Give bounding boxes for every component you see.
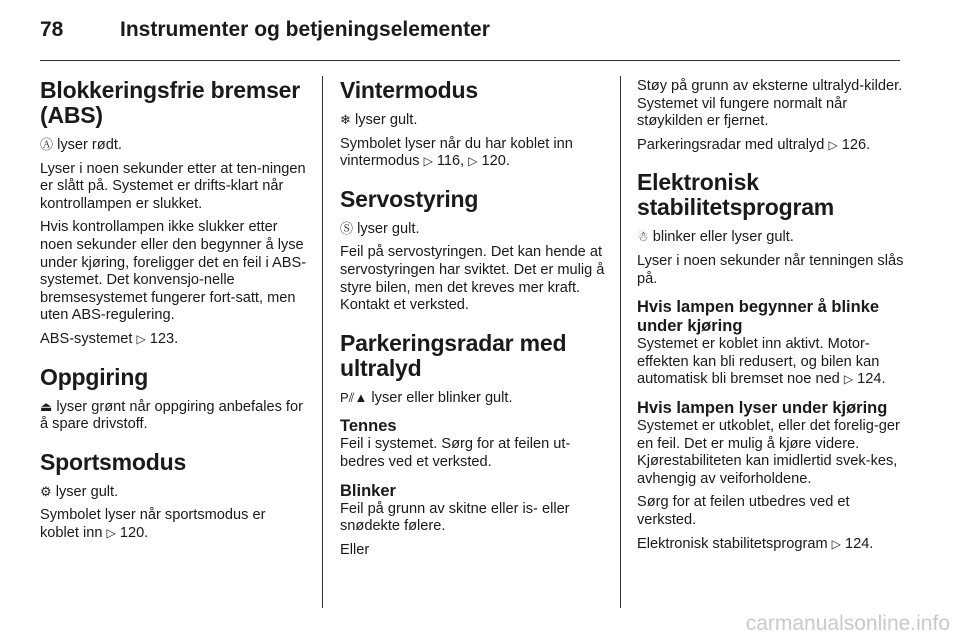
- parking-on-heading: Tennes: [340, 417, 397, 436]
- gearshift-heading: Oppgiring: [40, 363, 149, 390]
- column-1: [40, 78, 308, 549]
- watermark: carmanualsonline.info: [745, 612, 950, 635]
- esp-repair-text: Sørg for at feilen utbedres ved et verksted.: [637, 494, 850, 528]
- arrow-ref-icon: ▷: [136, 331, 146, 346]
- winter-para-2: Symbolet lyser når du har koblet inn vintermodus ▷ 116, ▷ 120.: [340, 135, 573, 170]
- column-2: [340, 78, 608, 565]
- winter-heading: Vintermodus: [340, 77, 478, 103]
- steering-heading: Servostyring: [340, 185, 479, 212]
- esp-blink-heading: Hvis lampen begynner å blinke under kjøring: [637, 298, 880, 336]
- upshift-icon: ⏏: [40, 398, 53, 414]
- steering-status: Ⓢ lyser gult.: [340, 220, 420, 237]
- winter-status: ❄ lyser gult.: [340, 112, 418, 128]
- parking-blink-heading: Blinker: [340, 481, 396, 500]
- abs-heading: Blokkeringsfrie bremser (ABS): [40, 77, 301, 128]
- abs-warning-icon: Ⓐ: [40, 137, 54, 152]
- power-steering-icon: Ⓢ: [340, 220, 354, 236]
- arrow-ref-icon: ▷: [831, 536, 841, 551]
- page-number: 78: [40, 18, 64, 41]
- parking-on-text: Feil i systemet. Sørg for at feilen ut-bedres ved et verksted.: [340, 436, 571, 470]
- parking-radar-icon: P⫽▲: [340, 389, 368, 405]
- parking-or-text: Eller: [340, 541, 370, 558]
- abs-para-2: Lyser i noen sekunder etter at ten-ningen er slått på. Systemet er drifts-klart når kontrollampen er slukket.: [40, 160, 306, 212]
- sport-status: ⚙ lyser gult.: [40, 483, 119, 500]
- arrow-ref-icon: ▷: [828, 137, 838, 152]
- esp-lit-text: Systemet er utkoblet, eller det forelig-ger en feil. Det er mulig å kjøre videre. Kjørestabiliteten kan imidlertid svek-kes, avhengig av veiforholdene.: [637, 417, 900, 487]
- column-divider-2: [620, 76, 621, 608]
- esp-para-2: Lyser i noen sekunder når tenningen slås på.: [637, 252, 904, 287]
- arrow-ref-icon: ▷: [423, 154, 433, 169]
- sport-para-2: Symbolet lyser når sportsmodus er koblet inn ▷ 120.: [40, 507, 266, 541]
- esp-lit-heading: Hvis lampen lyser under kjøring: [637, 398, 888, 417]
- sport-heading: Sportsmodus: [40, 448, 187, 475]
- sport-mode-icon: ⚙: [40, 483, 52, 499]
- esp-icon: ☃: [637, 229, 649, 245]
- parking-status: P⫽▲ lyser eller blinker gult.: [340, 389, 513, 406]
- winter-mode-icon: ❄: [340, 112, 351, 127]
- arrow-ref-icon: ▷: [106, 525, 116, 540]
- column-3: [637, 78, 905, 559]
- parking-blink-text: Feil på grunn av skitne eller is- eller snødekte følere.: [340, 500, 570, 535]
- steering-para-2: Feil på servostyringen. Det kan hende at servostyringen har sviktet. Det er mulig å styre bilen, men det kreves mer kraft. Kontakt et verksted.: [340, 244, 605, 314]
- abs-para-3: Hvis kontrollampen ikke slukker etter noen sekunder eller den begynner å lyse under kjøring, foreligger det en feil i ABS-systemet. Det konvensjo-nelle bremsesystemet fungerer fort-satt, men uten ABS-regulering.: [40, 219, 307, 324]
- esp-reference: Elektronisk stabilitetsprogram ▷ 124.: [637, 535, 874, 552]
- esp-status: ☃ blinker eller lyser gult.: [637, 229, 794, 246]
- abs-status: Ⓐ lyser rødt.: [40, 137, 122, 153]
- header-rule: [40, 60, 900, 61]
- parking-reference: Parkeringsradar med ultralyd ▷ 126.: [637, 136, 871, 153]
- esp-blink-text: Systemet er koblet inn aktivt. Motor-effekten kan bli redusert, og bilen kan automatisk bli bremset noe ned ▷ 124.: [637, 336, 886, 388]
- page-header: [40, 18, 900, 58]
- noise-text: Støy på grunn av eksterne ultralyd-kilder. Systemet vil fungere normalt når støykilden er fjernet.: [637, 78, 903, 130]
- gearshift-status: ⏏ lyser grønt når oppgiring anbefales for å spare drivstoff.: [40, 398, 303, 433]
- esp-heading: Elektronisk stabilitetsprogram: [637, 169, 835, 221]
- abs-reference: ABS-systemet ▷ 123.: [40, 330, 179, 347]
- page-title: Instrumenter og betjeningselementer: [120, 18, 490, 41]
- column-divider-1: [322, 76, 323, 608]
- parking-heading: Parkeringsradar med ultralyd: [340, 329, 567, 381]
- arrow-ref-icon: ▷: [468, 154, 478, 169]
- arrow-ref-icon: ▷: [843, 372, 854, 387]
